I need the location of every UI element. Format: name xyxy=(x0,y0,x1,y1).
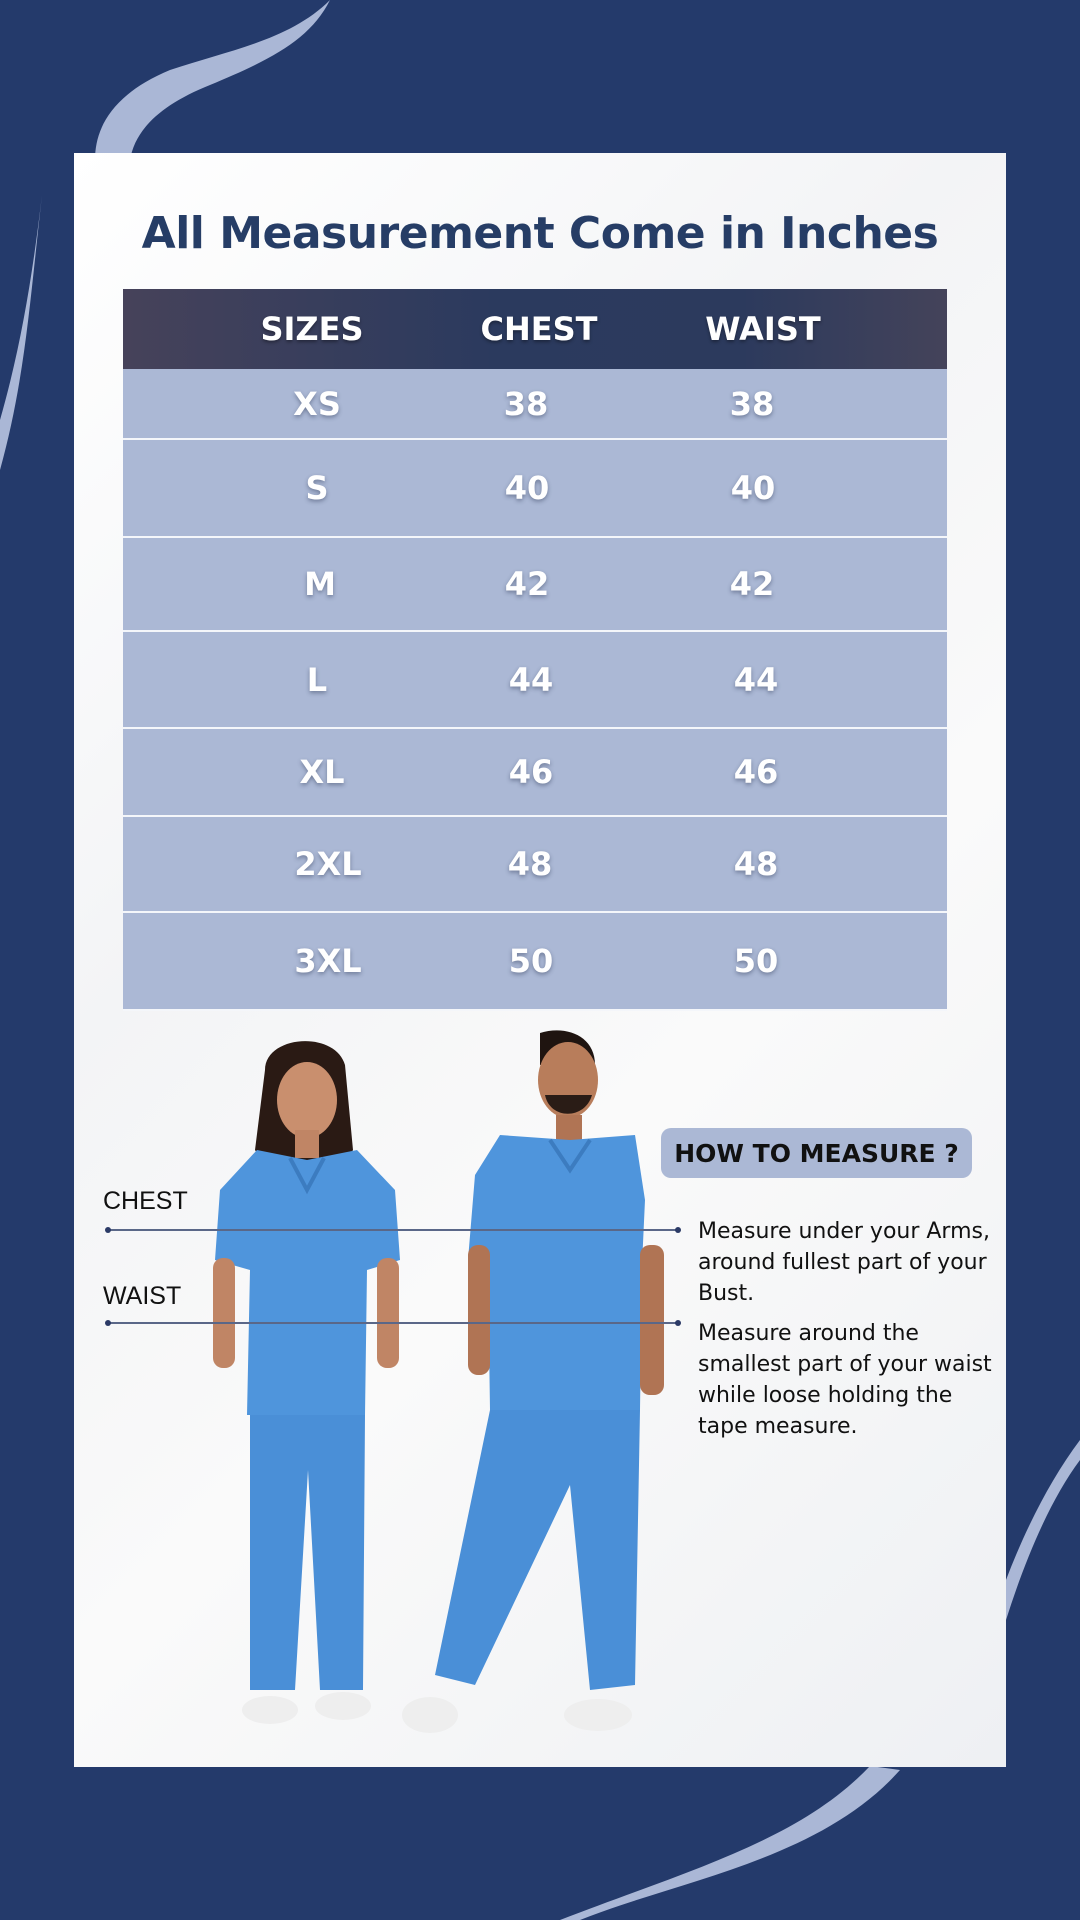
size-cell: XS xyxy=(293,384,341,423)
chest-guide-line xyxy=(108,1229,678,1231)
waist-description: Measure around the smallest part of your waist while loose holding the tape measure. xyxy=(698,1321,992,1439)
size-table xyxy=(123,289,947,1011)
chest-cell: 38 xyxy=(503,384,549,423)
chest-cell: 40 xyxy=(504,469,550,507)
how-to-measure-badge: HOW TO MEASURE ? xyxy=(661,1128,972,1178)
size-cell: 2XL xyxy=(294,845,362,883)
chest-label: CHEST xyxy=(103,1187,188,1215)
header-sizes: SIZES xyxy=(260,310,364,348)
header-chest: CHEST xyxy=(480,310,598,348)
table-row xyxy=(123,440,947,538)
table-row xyxy=(123,913,947,1011)
waist-cell: 46 xyxy=(733,753,779,791)
size-cell: XL xyxy=(299,753,345,791)
waist-cell: 38 xyxy=(729,384,775,423)
waist-cell: 48 xyxy=(733,845,779,883)
male-model-illustration xyxy=(380,1025,680,1750)
table-header xyxy=(123,289,947,369)
table-row xyxy=(123,538,947,632)
chest-cell: 42 xyxy=(504,565,550,603)
chest-description: Measure under your Arms, around fullest part of your Bust. xyxy=(698,1219,990,1306)
size-cell: L xyxy=(306,660,328,699)
waist-cell: 44 xyxy=(733,660,779,699)
table-row xyxy=(123,729,947,817)
chest-cell: 46 xyxy=(508,753,554,791)
waist-cell: 42 xyxy=(729,565,775,603)
table-row xyxy=(123,369,947,440)
waist-cell: 50 xyxy=(733,942,779,980)
chest-cell: 50 xyxy=(508,942,554,980)
waist-cell: 40 xyxy=(730,469,776,507)
size-cell: M xyxy=(304,565,336,603)
chest-cell: 48 xyxy=(507,845,553,883)
chest-line-end-dot xyxy=(675,1227,681,1233)
table-row xyxy=(123,817,947,913)
size-cell: 3XL xyxy=(294,942,362,980)
waist-line-start-dot xyxy=(105,1320,111,1326)
waist-label: WAIST xyxy=(103,1282,182,1310)
header-waist: WAIST xyxy=(705,310,821,348)
chest-line-start-dot xyxy=(105,1227,111,1233)
page-title: All Measurement Come in Inches xyxy=(141,208,939,259)
waist-line-end-dot xyxy=(675,1320,681,1326)
waist-guide-line xyxy=(108,1322,678,1324)
table-row xyxy=(123,632,947,729)
size-cell: S xyxy=(305,469,329,507)
chest-cell: 44 xyxy=(508,660,554,699)
